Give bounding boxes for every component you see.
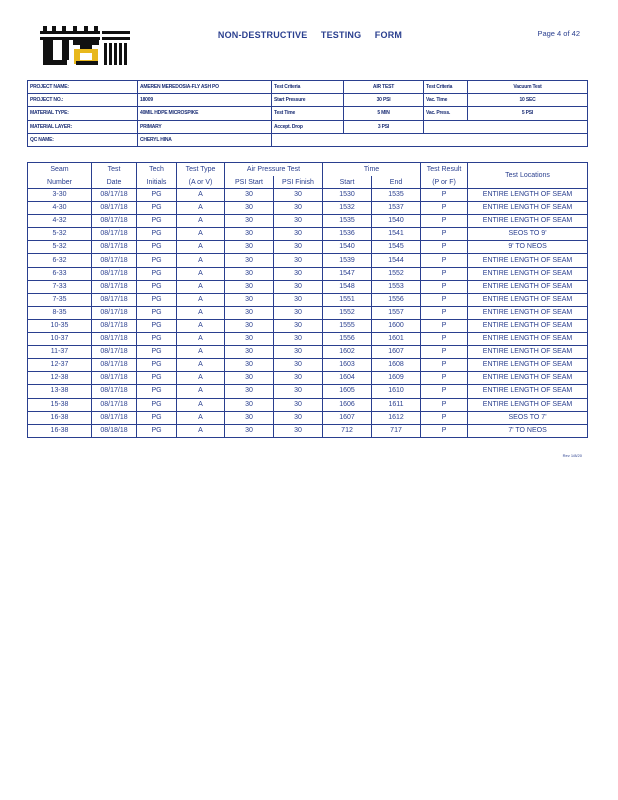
psi-start-cell: 30 (225, 346, 274, 359)
table-row (28, 385, 588, 398)
time-end-cell: 1545 (372, 241, 421, 254)
table-row (28, 254, 588, 267)
tech-initials-cell: PG (137, 189, 177, 202)
psi-finish-cell: 30 (274, 319, 323, 332)
psi-finish-cell: 30 (274, 372, 323, 385)
seam-number-cell: 12-37 (28, 359, 92, 372)
psi-finish-cell: 30 (274, 215, 323, 228)
tech-initials-cell: PG (137, 319, 177, 332)
vac-press-label: Vac. Press. (424, 107, 468, 120)
seam-number-cell: 8-35 (28, 306, 92, 319)
test-location-cell: ENTIRE LENGTH OF SEAM (468, 202, 588, 215)
seam-number-cell: 6-33 (28, 267, 92, 280)
test-type-cell: A (177, 280, 225, 293)
table-row (28, 241, 588, 254)
test-date-cell: 08/17/18 (92, 319, 137, 332)
seam-header-sub: Number (28, 176, 92, 189)
seam-number-cell: 7-33 (28, 280, 92, 293)
time-end-cell: 1600 (372, 319, 421, 332)
seam-number-cell: 13-38 (28, 385, 92, 398)
test-result-cell: P (421, 306, 468, 319)
start-pressure-value: 30 PSI (344, 94, 424, 107)
type-header: Test Type (177, 163, 225, 177)
time-end-cell: 1540 (372, 215, 421, 228)
time-end-cell: 1537 (372, 202, 421, 215)
tech-initials-cell: PG (137, 202, 177, 215)
psi-finish-header: PSI Finish (274, 176, 323, 189)
time-start-cell: 1532 (323, 202, 372, 215)
psi-finish-cell: 30 (274, 267, 323, 280)
seam-number-cell: 16-38 (28, 411, 92, 424)
table-row (28, 280, 588, 293)
material-type-value: 40MIL HDPE MICROSPIKE (138, 107, 272, 120)
psi-finish-cell: 30 (274, 359, 323, 372)
test-result-cell: P (421, 202, 468, 215)
psi-start-cell: 30 (225, 228, 274, 241)
seam-number-cell: 10-37 (28, 333, 92, 346)
test-result-cell: P (421, 293, 468, 306)
result-header: Test Result (421, 163, 468, 177)
time-start-cell: 1607 (323, 411, 372, 424)
table-row (28, 372, 588, 385)
criteria2-label: Test Criteria (424, 81, 468, 94)
tech-initials-cell: PG (137, 424, 177, 437)
test-time-label: Test Time (272, 107, 344, 120)
table-row (28, 228, 588, 241)
time-start-cell: 1547 (323, 267, 372, 280)
test-type-cell: A (177, 241, 225, 254)
form-title: NON-DESTRUCTIVE TESTING FORM (217, 30, 403, 40)
time-start-cell: 1535 (323, 215, 372, 228)
test-type-cell: A (177, 202, 225, 215)
psi-finish-cell: 30 (274, 202, 323, 215)
test-location-cell: ENTIRE LENGTH OF SEAM (468, 359, 588, 372)
project-name-value: AMEREN MEREDOSIA-FLY ASH PO (138, 81, 272, 94)
test-location-cell: ENTIRE LENGTH OF SEAM (468, 254, 588, 267)
table-row (28, 189, 588, 202)
test-type-cell: A (177, 228, 225, 241)
table-row (28, 215, 588, 228)
test-type-cell: A (177, 189, 225, 202)
time-start-cell: 1539 (323, 254, 372, 267)
info-row (28, 107, 588, 120)
vac-time-label: Vac. Time (424, 94, 468, 107)
table-row (28, 359, 588, 372)
project-no-label: PROJECT NO.: (28, 94, 138, 107)
tech-initials-cell: PG (137, 398, 177, 411)
seam-number-cell: 10-35 (28, 319, 92, 332)
test-result-cell: P (421, 372, 468, 385)
table-row (28, 424, 588, 437)
info-row (28, 94, 588, 107)
seam-number-cell: 12-38 (28, 372, 92, 385)
accept-drop-label: Accept. Drop (272, 120, 344, 133)
test-type-cell: A (177, 359, 225, 372)
time-start-cell: 1555 (323, 319, 372, 332)
tech-header-sub: Initials (137, 176, 177, 189)
table-row (28, 346, 588, 359)
test-date-cell: 08/17/18 (92, 333, 137, 346)
material-type-label: MATERIAL TYPE: (28, 107, 138, 120)
time-start-cell: 1540 (323, 241, 372, 254)
psi-start-cell: 30 (225, 319, 274, 332)
test-date-header: Test (92, 163, 137, 177)
test-date-cell: 08/17/18 (92, 241, 137, 254)
time-header: Time (323, 163, 421, 177)
result-header-sub: (P or F) (421, 176, 468, 189)
test-type-cell: A (177, 254, 225, 267)
tech-initials-cell: PG (137, 372, 177, 385)
psi-finish-cell: 30 (274, 346, 323, 359)
psi-start-cell: 30 (225, 359, 274, 372)
vac-press-value: 5 PSI (468, 107, 588, 120)
test-date-cell: 08/17/18 (92, 398, 137, 411)
time-end-cell: 1544 (372, 254, 421, 267)
psi-finish-cell: 30 (274, 280, 323, 293)
test-location-cell: ENTIRE LENGTH OF SEAM (468, 333, 588, 346)
seam-number-cell: 15-38 (28, 398, 92, 411)
table-row (28, 411, 588, 424)
test-date-cell: 08/17/18 (92, 280, 137, 293)
time-end-cell: 1601 (372, 333, 421, 346)
psi-start-cell: 30 (225, 293, 274, 306)
test-date-cell: 08/18/18 (92, 424, 137, 437)
psi-start-cell: 30 (225, 241, 274, 254)
time-end-cell: 1611 (372, 398, 421, 411)
company-logo (40, 26, 132, 68)
psi-finish-cell: 30 (274, 398, 323, 411)
psi-start-cell: 30 (225, 189, 274, 202)
seam-number-cell: 5-32 (28, 241, 92, 254)
table-row (28, 333, 588, 346)
test-date-cell: 08/17/18 (92, 346, 137, 359)
psi-start-cell: 30 (225, 398, 274, 411)
test-result-cell: P (421, 359, 468, 372)
qc-name-label: QC NAME: (28, 133, 138, 146)
psi-finish-cell: 30 (274, 424, 323, 437)
seam-number-cell: 6-32 (28, 254, 92, 267)
time-end-cell: 1535 (372, 189, 421, 202)
tech-initials-cell: PG (137, 254, 177, 267)
psi-finish-cell: 30 (274, 254, 323, 267)
tech-initials-cell: PG (137, 293, 177, 306)
test-result-cell: P (421, 241, 468, 254)
time-end-cell: 1612 (372, 411, 421, 424)
test-date-cell: 08/17/18 (92, 254, 137, 267)
start-pressure-label: Start Pressure (272, 94, 344, 107)
seam-number-cell: 5-32 (28, 228, 92, 241)
test-result-cell: P (421, 398, 468, 411)
test-location-cell: ENTIRE LENGTH OF SEAM (468, 372, 588, 385)
seam-number-cell: 3-30 (28, 189, 92, 202)
criteria1-label: Test Criteria (272, 81, 344, 94)
test-location-cell: ENTIRE LENGTH OF SEAM (468, 215, 588, 228)
test-date-cell: 08/17/18 (92, 189, 137, 202)
psi-start-header: PSI Start (225, 176, 274, 189)
qc-name-value: CHERYL HINA (138, 133, 272, 146)
psi-start-cell: 30 (225, 215, 274, 228)
tech-initials-cell: PG (137, 346, 177, 359)
time-start-cell: 1552 (323, 306, 372, 319)
tech-initials-cell: PG (137, 215, 177, 228)
test-type-cell: A (177, 385, 225, 398)
time-start-cell: 1556 (323, 333, 372, 346)
tech-initials-cell: PG (137, 333, 177, 346)
test-result-cell: P (421, 280, 468, 293)
psi-start-cell: 30 (225, 254, 274, 267)
info-row (28, 120, 588, 133)
test-location-cell: ENTIRE LENGTH OF SEAM (468, 280, 588, 293)
psi-start-cell: 30 (225, 306, 274, 319)
test-date-cell: 08/17/18 (92, 267, 137, 280)
tech-initials-cell: PG (137, 411, 177, 424)
header-row (28, 163, 588, 177)
tech-initials-cell: PG (137, 306, 177, 319)
test-location-cell: ENTIRE LENGTH OF SEAM (468, 346, 588, 359)
table-row (28, 319, 588, 332)
vac-time-value: 10 SEC (468, 94, 588, 107)
time-end-cell: 717 (372, 424, 421, 437)
seam-header: Seam (28, 163, 92, 177)
tech-initials-cell: PG (137, 280, 177, 293)
test-location-cell: ENTIRE LENGTH OF SEAM (468, 293, 588, 306)
psi-finish-cell: 30 (274, 333, 323, 346)
time-start-cell: 1603 (323, 359, 372, 372)
accept-drop-value: 3 PSI (344, 120, 424, 133)
test-date-cell: 08/17/18 (92, 228, 137, 241)
test-type-cell: A (177, 411, 225, 424)
time-end-cell: 1610 (372, 385, 421, 398)
test-type-cell: A (177, 319, 225, 332)
time-end-cell: 1556 (372, 293, 421, 306)
info-row (28, 133, 588, 146)
test-type-cell: A (177, 346, 225, 359)
time-start-cell: 1548 (323, 280, 372, 293)
seam-test-table (27, 162, 588, 438)
test-type-cell: A (177, 424, 225, 437)
time-end-cell: 1541 (372, 228, 421, 241)
seam-number-cell: 7-35 (28, 293, 92, 306)
test-location-cell: ENTIRE LENGTH OF SEAM (468, 385, 588, 398)
tech-initials-cell: PG (137, 228, 177, 241)
test-result-cell: P (421, 215, 468, 228)
time-start-cell: 1551 (323, 293, 372, 306)
test-date-cell: 08/17/18 (92, 411, 137, 424)
info-row (28, 81, 588, 94)
test-location-cell: SEOS TO 7' (468, 411, 588, 424)
psi-finish-cell: 30 (274, 306, 323, 319)
time-start-cell: 1536 (323, 228, 372, 241)
criteria1-value: AIR TEST (344, 81, 424, 94)
time-start-cell: 1605 (323, 385, 372, 398)
type-header-sub: (A or V) (177, 176, 225, 189)
test-date-cell: 08/17/18 (92, 372, 137, 385)
time-end-cell: 1607 (372, 346, 421, 359)
time-start-cell: 1530 (323, 189, 372, 202)
test-date-cell: 08/17/18 (92, 215, 137, 228)
empty-cell (272, 133, 588, 146)
test-result-cell: P (421, 346, 468, 359)
psi-finish-cell: 30 (274, 241, 323, 254)
tech-header: Tech (137, 163, 177, 177)
test-date-header-sub: Date (92, 176, 137, 189)
test-type-cell: A (177, 372, 225, 385)
table-row (28, 293, 588, 306)
test-result-cell: P (421, 385, 468, 398)
test-result-cell: P (421, 319, 468, 332)
locations-header: Test Locations (468, 163, 588, 189)
test-type-cell: A (177, 398, 225, 411)
seam-number-cell: 11-37 (28, 346, 92, 359)
test-result-cell: P (421, 411, 468, 424)
psi-start-cell: 30 (225, 202, 274, 215)
test-date-cell: 08/17/18 (92, 385, 137, 398)
table-row (28, 306, 588, 319)
test-result-cell: P (421, 228, 468, 241)
psi-finish-cell: 30 (274, 189, 323, 202)
test-type-cell: A (177, 306, 225, 319)
test-time-value: 5 MIN (344, 107, 424, 120)
test-location-cell: ENTIRE LENGTH OF SEAM (468, 398, 588, 411)
tech-initials-cell: PG (137, 267, 177, 280)
time-start-cell: 712 (323, 424, 372, 437)
psi-start-cell: 30 (225, 411, 274, 424)
test-date-cell: 08/17/18 (92, 202, 137, 215)
test-type-cell: A (177, 333, 225, 346)
psi-finish-cell: 30 (274, 411, 323, 424)
psi-finish-cell: 30 (274, 385, 323, 398)
psi-start-cell: 30 (225, 372, 274, 385)
psi-start-cell: 30 (225, 385, 274, 398)
air-pressure-header: Air Pressure Test (225, 163, 323, 177)
time-start-cell: 1602 (323, 346, 372, 359)
table-row (28, 267, 588, 280)
time-start-cell: 1606 (323, 398, 372, 411)
test-date-cell: 08/17/18 (92, 359, 137, 372)
time-end-cell: 1609 (372, 372, 421, 385)
project-name-label: PROJECT NAME: (28, 81, 138, 94)
time-start-cell: 1604 (323, 372, 372, 385)
project-info-table (27, 80, 588, 147)
psi-finish-cell: 30 (274, 228, 323, 241)
test-location-cell: ENTIRE LENGTH OF SEAM (468, 267, 588, 280)
test-result-cell: P (421, 267, 468, 280)
tech-initials-cell: PG (137, 385, 177, 398)
psi-finish-cell: 30 (274, 293, 323, 306)
psi-start-cell: 30 (225, 424, 274, 437)
project-no-value: 18009 (138, 94, 272, 107)
test-location-cell: ENTIRE LENGTH OF SEAM (468, 189, 588, 202)
material-layer-label: MATERIAL LAYER: (28, 120, 138, 133)
psi-start-cell: 30 (225, 280, 274, 293)
revision-note: Rev 1/8/20 (562, 453, 582, 458)
test-type-cell: A (177, 267, 225, 280)
time-end-cell: 1553 (372, 280, 421, 293)
psi-start-cell: 30 (225, 333, 274, 346)
test-location-cell: ENTIRE LENGTH OF SEAM (468, 306, 588, 319)
seam-number-cell: 4-32 (28, 215, 92, 228)
test-location-cell: 7' TO NEOS (468, 424, 588, 437)
page-number: Page 4 of 42 (537, 29, 580, 38)
seam-number-cell: 16-38 (28, 424, 92, 437)
test-location-cell: SEOS TO 9' (468, 228, 588, 241)
table-row (28, 202, 588, 215)
test-date-cell: 08/17/18 (92, 306, 137, 319)
tech-initials-cell: PG (137, 359, 177, 372)
empty-cell (424, 120, 588, 133)
test-result-cell: P (421, 424, 468, 437)
psi-start-cell: 30 (225, 267, 274, 280)
criteria2-value: Vacuum Test (468, 81, 588, 94)
test-location-cell: 9' TO NEOS (468, 241, 588, 254)
time-end-cell: 1557 (372, 306, 421, 319)
table-row (28, 398, 588, 411)
time-end-cell: 1608 (372, 359, 421, 372)
test-location-cell: ENTIRE LENGTH OF SEAM (468, 319, 588, 332)
test-type-cell: A (177, 293, 225, 306)
test-result-cell: P (421, 189, 468, 202)
end-header: End (372, 176, 421, 189)
test-date-cell: 08/17/18 (92, 293, 137, 306)
seam-number-cell: 4-30 (28, 202, 92, 215)
tech-initials-cell: PG (137, 241, 177, 254)
test-result-cell: P (421, 254, 468, 267)
test-type-cell: A (177, 215, 225, 228)
start-header: Start (323, 176, 372, 189)
test-result-cell: P (421, 333, 468, 346)
time-end-cell: 1552 (372, 267, 421, 280)
material-layer-value: PRIMARY (138, 120, 272, 133)
